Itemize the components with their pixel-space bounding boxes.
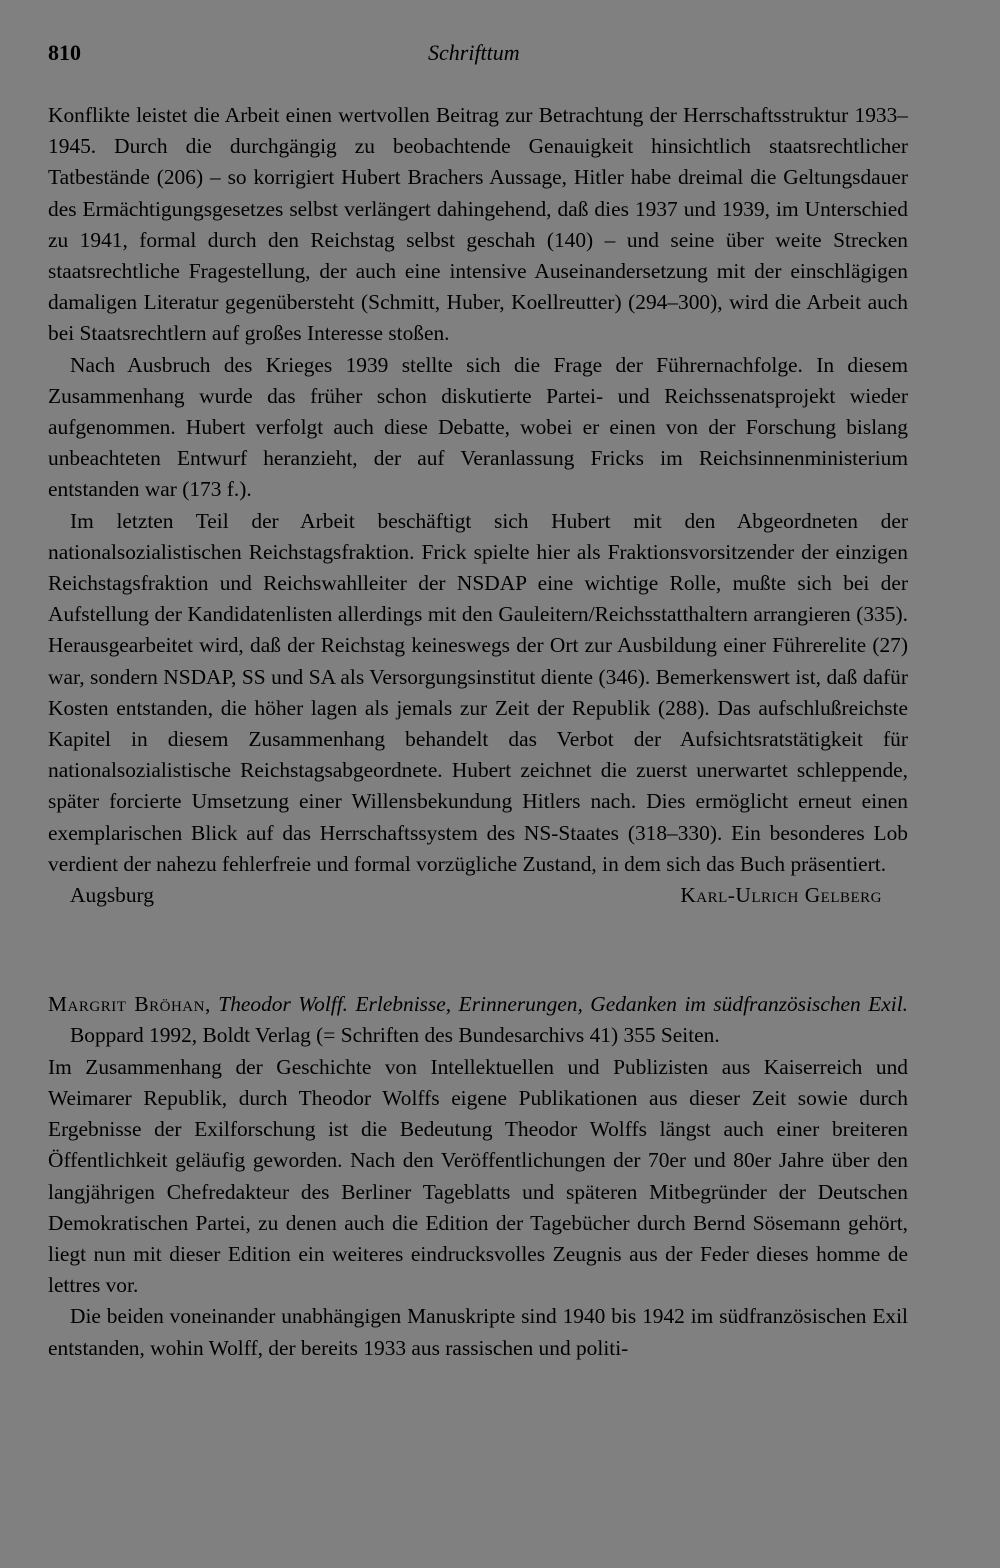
review1-place: Augsburg	[70, 883, 154, 908]
review2-paragraph-1: Im Zusammenhang der Geschichte von Intellektuellen und Publizisten aus Kaiserreich und Weimarer Republik, durch Theodor Wolffs eigene Publikationen aus dieser Zeit sowie durch Ergebnisse der Exilforschung ist die Bedeutung Theodor Wolffs längst auch einer breiteren Öffentlichkeit geläufig geworden. Nach den Veröffentlichungen der 70er und 80er Jahre über den langjährigen Chefredakteur des Berliner Tageblatts und späteren Mitbegründer der Deutschen Demokratischen Partei, zu denen auch die Edition der Tagebücher durch Bernd Sösemann gehört, liegt nun mit dieser Edition ein weiteres eindrucksvolles Zeugnis aus der Feder dieses homme de lettres vor.	[48, 1054, 908, 1298]
review2-title: Theodor Wolff. Erlebnisse, Erinnerungen, Gedanken im südfranzösischen Exil.	[218, 992, 909, 1017]
review1-reviewer: Karl-Ulrich Gelberg	[680, 883, 882, 908]
review1-signature	[48, 880, 908, 911]
page	[48, 0, 909, 1360]
review1-paragraph-3: Im letzten Teil der Arbeit beschäftigt sich Hubert mit den Abgeordneten der nationalsozialistischen Reichstagsfraktion. Frick spielte hier als Fraktionsvorsitzender der einzigen Reichstagsfraktion und Reichswahlleiter der NSDAP eine wichtige Rolle, mußte sich bei der Aufstellung der Kandidatenlisten allerdings mit den Gauleitern/Reichsstatthaltern arrangieren (335). Herausgearbeitet wird, daß der Reichstag keineswegs der Ort zur Ausbildung einer Führerelite (27) war, sondern NSDAP, SS und SA als Versorgungsinstitut diente (346). Bemerkenswert ist, daß dafür Kosten entstanden, die höher lagen als jemals zur Zeit der Republik (288). Das aufschlußreichste Kapitel in diesem Zusammenhang behandelt das Verbot der Aufsichtsratstätigkeit für nationalsozialistische Reichstagsabgeordnete. Hubert zeichnet die zuerst unerwartet schleppende, später forcierte Umsetzung einer Willensbekundung Hitlers nach. Dies ermöglicht erneut einen exemplarischen Blick auf das Herrschaftssystem des NS-Staates (318–330). Ein besonderes Lob verdient der nahezu fehlerfreie und formal vorzügliche Zustand, in dem sich das Buch präsentiert.	[48, 508, 908, 876]
review1-paragraph-2: Nach Ausbruch des Krieges 1939 stellte sich die Frage der Führernachfolge. In diesem Zusammenhang wurde das früher schon diskutierte Partei- und Reichssenatsprojekt wieder aufgenommen. Hubert verfolgt auch diese Debatte, wobei er einen von der Forschung bislang unbeachteten Entwurf heranzieht, der auf Veranlassung Fricks im Reichsinnenministerium entstanden war (173 f.).	[48, 352, 908, 502]
review1-paragraph-1: Konflikte leistet die Arbeit einen wertvollen Beitrag zur Betrachtung der Herrschaftsstruktur 1933–1945. Durch die durchgängig zu beobachtende Genauigkeit hinsichtlich staatsrechtlicher Tatbestände (206) – so korrigiert Hubert Brachers Aussage, Hitler habe dreimal die Geltungsdauer des Ermächtigungsgesetzes selbst verlängert dahingehend, daß dies 1937 und 1939, im Unterschied zu 1941, formal durch den Reichstag selbst geschah (140) – und seine über weite Strecken staatsrechtliche Fragestellung, der auch eine intensive Auseinandersetzung mit der einschlägigen damaligen Literatur gegenübersteht (Schmitt, Huber, Koellreutter) (294–300), wird die Arbeit auch bei Staatsrechtlern auf großes Interesse stoßen.	[48, 103, 908, 346]
review2-bibliographic-entry	[48, 989, 908, 1051]
review2-author: Margrit Bröhan,	[48, 992, 211, 1017]
running-title: Schrifttum	[428, 40, 520, 65]
page-number: 810	[48, 40, 81, 65]
running-head	[48, 0, 908, 65]
section-gap	[48, 911, 908, 989]
review2-paragraph-2: Die beiden voneinander unabhängigen Manuskripte sind 1940 bis 1942 im südfranzösischen Exil entstanden, wohin Wolff, der bereits 1933 aus rassischen und politi-	[48, 1304, 908, 1360]
body-text	[48, 100, 908, 1364]
review2-publication: Boppard 1992, Boldt Verlag (= Schriften des Bundesarchivs 41) 355 Seiten.	[70, 1023, 720, 1048]
